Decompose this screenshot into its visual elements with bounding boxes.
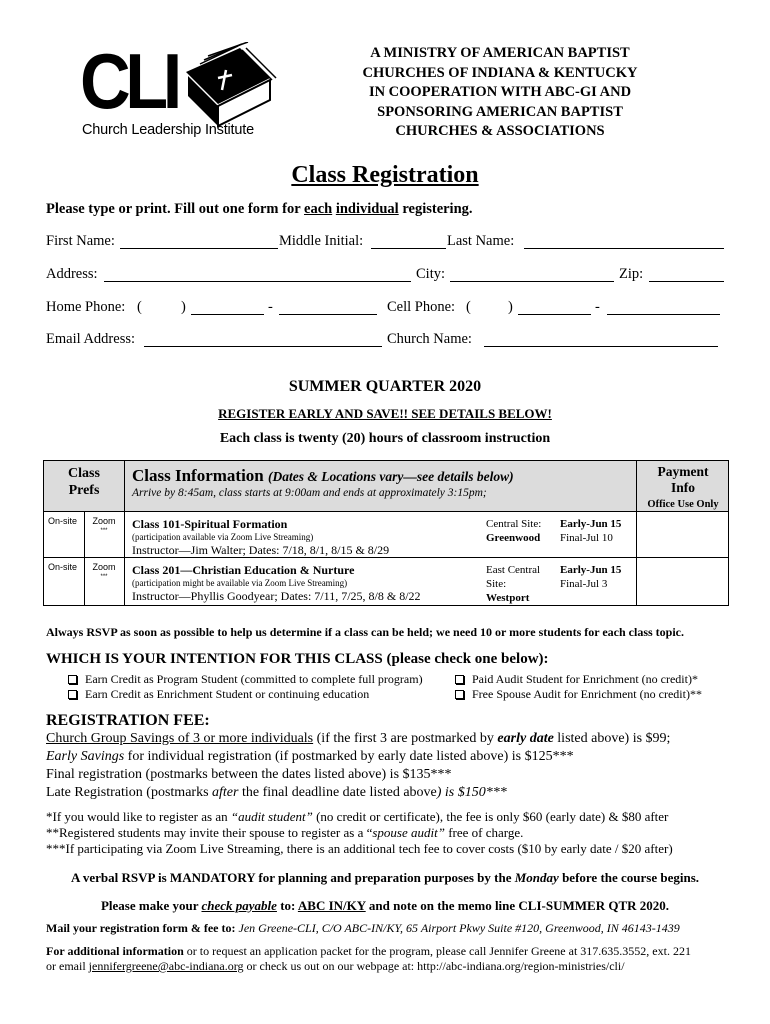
mailing-address bbox=[46, 921, 680, 936]
city-field[interactable] bbox=[450, 266, 614, 282]
logo-subtitle: Church Leadership Institute bbox=[82, 122, 254, 138]
fee-late bbox=[46, 785, 507, 801]
fee-early bbox=[46, 749, 574, 765]
verbal-monday: Monday bbox=[514, 870, 559, 885]
table-divider bbox=[44, 511, 728, 512]
checkbox[interactable] bbox=[455, 675, 464, 684]
instructions-text-end: registering. bbox=[398, 201, 473, 217]
ministry-header bbox=[330, 44, 670, 142]
check-payable-note bbox=[0, 898, 770, 914]
zoom-text: Zoom bbox=[92, 562, 116, 572]
ministry-line: CHURCHES OF INDIANA & KENTUCKY bbox=[362, 64, 638, 81]
register-early-banner: REGISTER EARLY AND SAVE!! SEE DETAILS BELOW! bbox=[218, 406, 552, 421]
additional-info-text: or to request an application packet for the program, please call Jennifer Greene at 317.635.3552, ext. 221 bbox=[183, 944, 691, 958]
class-site-line: Central Site: bbox=[486, 518, 542, 530]
prefs-header-line: Class bbox=[68, 466, 100, 481]
zoom-mark: *** bbox=[100, 528, 108, 534]
prefs-header-line: Prefs bbox=[68, 483, 100, 498]
checkbox[interactable] bbox=[68, 690, 77, 699]
class-note: (participation available via Zoom Live Streaming) bbox=[132, 532, 314, 542]
home-phone-line-field[interactable] bbox=[279, 299, 377, 315]
church-name-field[interactable] bbox=[484, 331, 718, 347]
additional-info-text: or email bbox=[46, 959, 89, 973]
payable-text: Please make your bbox=[100, 898, 202, 913]
instructions-each: each bbox=[304, 201, 333, 217]
church-name-label: Church Name: bbox=[387, 331, 472, 347]
cell-phone-prefix-field[interactable] bbox=[518, 299, 591, 315]
zip-label: Zip: bbox=[619, 266, 644, 282]
fee-text: (if the first 3 are postmarked by bbox=[313, 731, 498, 746]
bible-icon bbox=[178, 42, 278, 128]
class-info-header bbox=[132, 466, 514, 486]
additional-info-label: For additional information bbox=[46, 944, 184, 958]
verbal-text: before the course begins. bbox=[558, 870, 700, 885]
ministry-line: A MINISTRY OF AMERICAN BAPTIST bbox=[370, 45, 630, 61]
fee-text: the final deadline date listed above bbox=[238, 785, 437, 800]
cell-phone-line-field[interactable] bbox=[607, 299, 720, 315]
fee-after: after bbox=[212, 785, 239, 800]
zoom-label bbox=[84, 516, 124, 536]
option-program-student[interactable] bbox=[68, 672, 423, 687]
fee-late-amount: ) is $150*** bbox=[436, 785, 507, 800]
class-name: Class 101-Spiritual Formation bbox=[132, 517, 288, 531]
office-use-label: Office Use Only bbox=[647, 499, 719, 510]
last-name-field[interactable] bbox=[524, 233, 724, 249]
payment-header-line: Info bbox=[670, 480, 695, 495]
fee-group bbox=[46, 731, 670, 747]
onsite-label: On-site bbox=[48, 562, 78, 572]
registration-fee-heading: REGISTRATION FEE: bbox=[46, 712, 210, 729]
onsite-label: On-site bbox=[48, 516, 78, 526]
zip-field[interactable] bbox=[649, 266, 724, 282]
middle-initial-label: Middle Initial: bbox=[279, 233, 364, 249]
fee-final: Final registration (postmarks between the dates listed above) is $135*** bbox=[46, 767, 452, 782]
fee-text: Late Registration (postmarks bbox=[46, 785, 213, 800]
instructions-text: Please type or print. Fill out one form for bbox=[46, 201, 305, 217]
home-phone-paren-close: ) bbox=[181, 299, 186, 315]
fee-early-label: Early Savings bbox=[46, 749, 125, 764]
option-label: Free Spouse Audit for Enrichment (no credit)** bbox=[472, 687, 702, 701]
zoom-text: Zoom bbox=[92, 516, 116, 526]
note-text: free of charge. bbox=[444, 825, 524, 840]
zoom-fee-note: ***If participating via Zoom Live Streaming, there is an additional tech fee to cover costs ($10 by early date / $20 after) bbox=[46, 841, 673, 856]
early-deadline: Early-Jun 15 bbox=[560, 564, 622, 576]
page-title: Class Registration bbox=[291, 162, 479, 188]
zoom-label bbox=[84, 562, 124, 582]
cell-phone-paren-open: ( bbox=[466, 299, 471, 315]
class-deadlines bbox=[560, 517, 621, 545]
checkbox[interactable] bbox=[68, 675, 77, 684]
name-row bbox=[46, 233, 736, 253]
home-phone-dash: - bbox=[268, 299, 273, 315]
option-label: Paid Audit Student for Enrichment (no credit)* bbox=[472, 672, 698, 686]
class-table bbox=[43, 460, 729, 606]
cell-phone-label: Cell Phone: bbox=[387, 299, 456, 315]
fee-group-label: Church Group Savings of 3 or more individuals bbox=[46, 731, 314, 746]
ministry-line: CHURCHES & ASSOCIATIONS bbox=[395, 123, 605, 139]
payable-payee: ABC IN/KY bbox=[297, 898, 366, 913]
cell-phone-dash: - bbox=[595, 299, 600, 315]
rsvp-note: Always RSVP as soon as possible to help us determine if a class can be held; we need 10 or more students for each class topic. bbox=[46, 625, 685, 639]
middle-initial-field[interactable] bbox=[371, 233, 446, 249]
fee-text: listed above) is $99; bbox=[553, 731, 671, 746]
address-field[interactable] bbox=[104, 266, 411, 282]
additional-info-line2 bbox=[46, 959, 625, 974]
payable-check: check payable bbox=[201, 898, 277, 913]
class-name: Class 201—Christian Education & Nurture bbox=[132, 563, 355, 577]
class-info-title: Class Information bbox=[132, 466, 264, 485]
contact-email-link[interactable]: jennifergreene@abc-indiana.org bbox=[88, 959, 244, 973]
class-info-subtitle: (Dates & Locations vary—see details below) bbox=[268, 469, 514, 484]
instructions-individual: individual bbox=[335, 201, 399, 217]
home-phone-paren-open: ( bbox=[137, 299, 142, 315]
class-site-line: Greenwood bbox=[486, 532, 541, 544]
class-info-times: Arrive by 8:45am, class starts at 9:00am and ends at approximately 3:15pm; bbox=[132, 487, 487, 499]
class-instructor: Instructor—Phyllis Goodyear; Dates: 7/11, 7/25, 8/8 & 8/22 bbox=[132, 589, 421, 603]
note-italic: spouse audit” bbox=[372, 825, 445, 840]
email-row bbox=[46, 331, 736, 351]
class-site-line: Westport bbox=[486, 592, 530, 604]
class-site-line: East Central bbox=[486, 564, 541, 576]
final-deadline: Final-Jul 3 bbox=[560, 578, 608, 590]
early-deadline: Early-Jun 15 bbox=[560, 518, 622, 530]
home-phone-prefix-field[interactable] bbox=[191, 299, 264, 315]
summer-quarter-heading: SUMMER QUARTER 2020 bbox=[288, 378, 482, 395]
zoom-mark: *** bbox=[100, 574, 108, 580]
fee-text: for individual registration (if postmarked by early date listed above) is $125*** bbox=[124, 749, 574, 764]
option-enrichment-student[interactable] bbox=[68, 687, 369, 702]
class-site-line: Site: bbox=[486, 578, 507, 590]
email-field[interactable] bbox=[144, 331, 382, 347]
option-label: Earn Credit as Program Student (committed to complete full program) bbox=[85, 672, 423, 686]
phone-row bbox=[46, 299, 736, 319]
spouse-note bbox=[46, 825, 523, 841]
mail-label: Mail your registration form & fee to: bbox=[46, 921, 236, 935]
address-row bbox=[46, 266, 736, 286]
address-label: Address: bbox=[46, 266, 98, 282]
verbal-rsvp-note bbox=[0, 870, 770, 886]
class-instructor: Instructor—Jim Walter; Dates: 7/18, 8/1, 8/15 & 8/29 bbox=[132, 543, 390, 557]
option-paid-audit[interactable] bbox=[455, 672, 698, 687]
note-italic: “audit student” bbox=[230, 809, 313, 824]
class-site bbox=[486, 517, 541, 545]
table-divider bbox=[124, 461, 125, 605]
ministry-line: IN COOPERATION WITH ABC-GI AND bbox=[368, 84, 632, 100]
payment-header-line: Payment bbox=[657, 464, 709, 479]
class-note: (participation might be available via Zoom Live Streaming) bbox=[132, 578, 348, 588]
cli-logo bbox=[78, 37, 278, 142]
home-phone-label: Home Phone: bbox=[46, 299, 126, 315]
logo-letters: CLI bbox=[80, 37, 177, 125]
checkbox[interactable] bbox=[455, 690, 464, 699]
ministry-line: SPONSORING AMERICAN BAPTIST bbox=[377, 103, 623, 120]
payable-text: and note on the memo line CLI-SUMMER QTR 2020. bbox=[365, 898, 670, 913]
prefs-header bbox=[44, 465, 124, 499]
fee-early-date: early date bbox=[497, 731, 554, 746]
option-spouse-audit[interactable] bbox=[455, 687, 702, 702]
note-text: *If you would like to register as an bbox=[46, 809, 231, 824]
mail-address: Jen Greene-CLI, C/O ABC-IN/KY, 65 Airport Pkwy Suite #120, Greenwood, IN 46143-1439 bbox=[235, 921, 680, 935]
note-text: (no credit or certificate), the fee is only $60 (early date) & $80 after bbox=[312, 809, 669, 824]
last-name-label: Last Name: bbox=[447, 233, 515, 249]
payable-text: to: bbox=[276, 898, 298, 913]
first-name-label: First Name: bbox=[46, 233, 115, 249]
intention-heading: WHICH IS YOUR INTENTION FOR THIS CLASS (please check one below): bbox=[46, 651, 549, 667]
instructions bbox=[46, 201, 473, 218]
first-name-field[interactable] bbox=[120, 233, 278, 249]
additional-info-line1 bbox=[46, 944, 691, 959]
class-site bbox=[486, 563, 540, 605]
additional-info-text: or check us out on our webpage at: http://abc-indiana.org/region-ministries/cli/ bbox=[243, 959, 625, 973]
class-deadlines bbox=[560, 563, 621, 591]
verbal-text: A verbal RSVP is MANDATORY for planning and preparation purposes by the bbox=[70, 870, 515, 885]
class-hours-note: Each class is twenty (20) hours of classroom instruction bbox=[219, 431, 551, 446]
city-label: City: bbox=[416, 266, 446, 282]
email-label: Email Address: bbox=[46, 331, 136, 347]
audit-note bbox=[46, 809, 668, 825]
cell-phone-paren-close: ) bbox=[508, 299, 513, 315]
final-deadline: Final-Jul 10 bbox=[560, 532, 613, 544]
option-label: Earn Credit as Enrichment Student or continuing education bbox=[85, 687, 370, 701]
note-text: **Registered students may invite their spouse to register as a “ bbox=[46, 825, 373, 840]
payment-header bbox=[636, 464, 730, 513]
